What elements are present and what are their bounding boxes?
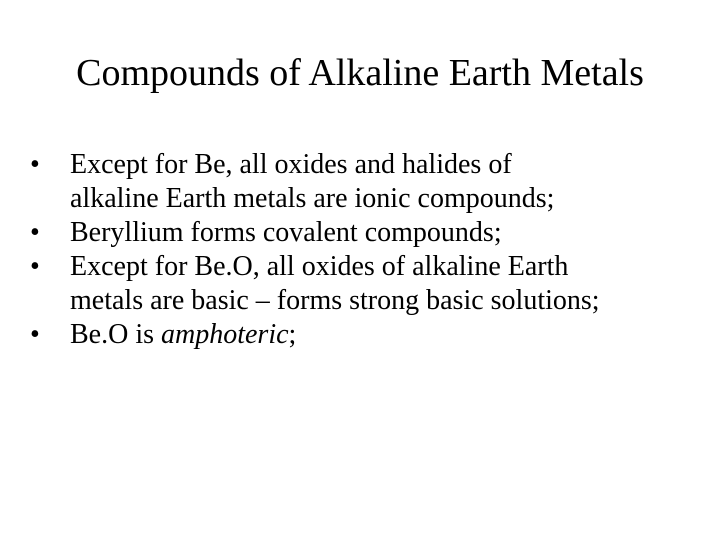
bullet-item <box>30 216 700 250</box>
bullet-text <box>70 216 700 250</box>
bullet-marker-icon: • <box>30 217 40 248</box>
bullet-line: Beryllium forms covalent compounds; <box>70 217 502 248</box>
bullet-line: Except for Be.O, all oxides of alkaline Earth <box>70 251 569 282</box>
bullet-line: alkaline Earth metals are ionic compounds; <box>70 183 555 214</box>
bullet-marker-icon: • <box>30 251 40 282</box>
bullet-text <box>70 148 700 216</box>
bullet-text <box>70 318 700 352</box>
slide-title: Compounds of Alkaline Earth Metals <box>76 52 644 94</box>
bullet-list <box>30 148 700 352</box>
bullet-item <box>30 148 700 216</box>
bullet-prefix: Be.O is <box>70 319 161 350</box>
bullet-line: Except for Be, all oxides and halides of <box>70 149 512 180</box>
bullet-marker-icon: • <box>30 319 40 350</box>
bullet-suffix: ; <box>288 319 297 350</box>
bullet-marker-icon: • <box>30 149 40 180</box>
emphasis-text: amphoteric <box>161 319 289 350</box>
bullet-line <box>70 318 700 352</box>
bullet-text <box>70 250 700 318</box>
bullet-item <box>30 250 700 318</box>
bullet-item <box>30 318 700 352</box>
bullet-line: metals are basic – forms strong basic solutions; <box>70 285 600 316</box>
